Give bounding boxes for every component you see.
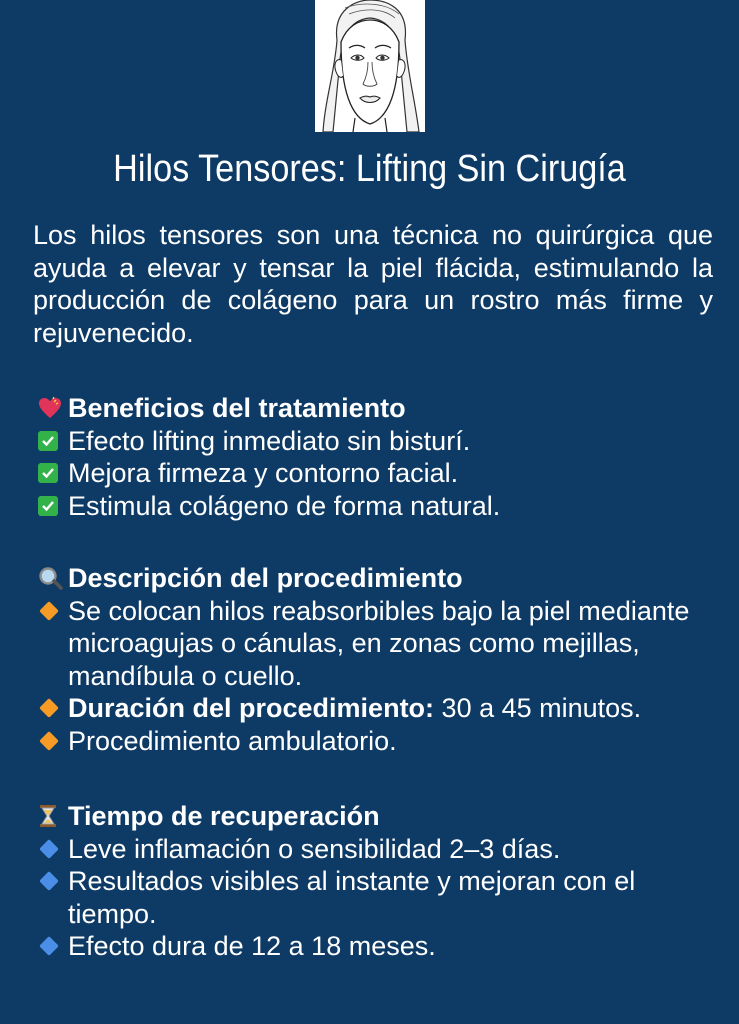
list-item: [38, 425, 728, 458]
list-item: [38, 490, 728, 523]
recovery-heading: Tiempo de recuperación: [68, 801, 380, 831]
duration-label: Duración del procedimiento:: [68, 693, 435, 723]
benefit-text: Efecto lifting inmediato sin bisturí.: [68, 425, 471, 456]
check-icon: [38, 457, 68, 490]
list-item: [38, 725, 728, 758]
list-item: [38, 865, 728, 930]
list-item: [38, 930, 728, 963]
list-item: [38, 595, 728, 693]
benefit-text: Estimula colágeno de forma natural.: [68, 490, 501, 521]
list-item: [38, 833, 728, 866]
benefits-heading: Beneficios del tratamiento: [68, 393, 406, 423]
benefits-section: [38, 392, 728, 522]
face-illustration: [315, 0, 425, 132]
benefits-heading-row: [38, 392, 728, 425]
page-title: Hilos Tensores: Lifting Sin Cirugía: [113, 148, 626, 190]
procedure-heading-row: [38, 562, 728, 595]
magnifier-icon: [38, 562, 68, 595]
intro-paragraph: Los hilos tensores son una técnica no quirúrgica que ayuda a elevar y tensar la piel flácida, estimulando la producción de colágeno para un rostro más firme y rejuvenecido.: [33, 220, 713, 348]
duration-value: 30 a 45 minutos.: [434, 693, 642, 723]
check-icon: [38, 425, 68, 458]
orange-diamond-icon: [38, 595, 68, 628]
orange-diamond-icon: [38, 692, 68, 725]
procedure-text: Procedimiento ambulatorio.: [68, 725, 397, 756]
list-item: [38, 692, 728, 725]
recovery-heading-row: [38, 800, 728, 833]
blue-diamond-icon: [38, 930, 68, 963]
heart-icon: [38, 392, 68, 425]
procedure-section: [38, 562, 728, 757]
recovery-text: Leve inflamación o sensibilidad 2–3 días.: [68, 833, 561, 864]
orange-diamond-icon: [38, 725, 68, 758]
procedure-text: Se colocan hilos reabsorbibles bajo la piel mediante microagujas o cánulas, en zonas como mejillas, mandíbula o cuello.: [68, 595, 690, 691]
recovery-text: Resultados visibles al instante y mejoran con el tiempo.: [68, 866, 636, 929]
recovery-section: [38, 800, 728, 963]
hourglass-icon: [38, 800, 68, 833]
blue-diamond-icon: [38, 833, 68, 866]
check-icon: [38, 490, 68, 523]
benefit-text: Mejora firmeza y contorno facial.: [68, 458, 459, 488]
blue-diamond-icon: [38, 865, 68, 898]
list-item: [38, 457, 728, 490]
recovery-text: Efecto dura de 12 a 18 meses.: [68, 931, 436, 961]
procedure-heading: Descripción del procedimiento: [68, 563, 463, 593]
